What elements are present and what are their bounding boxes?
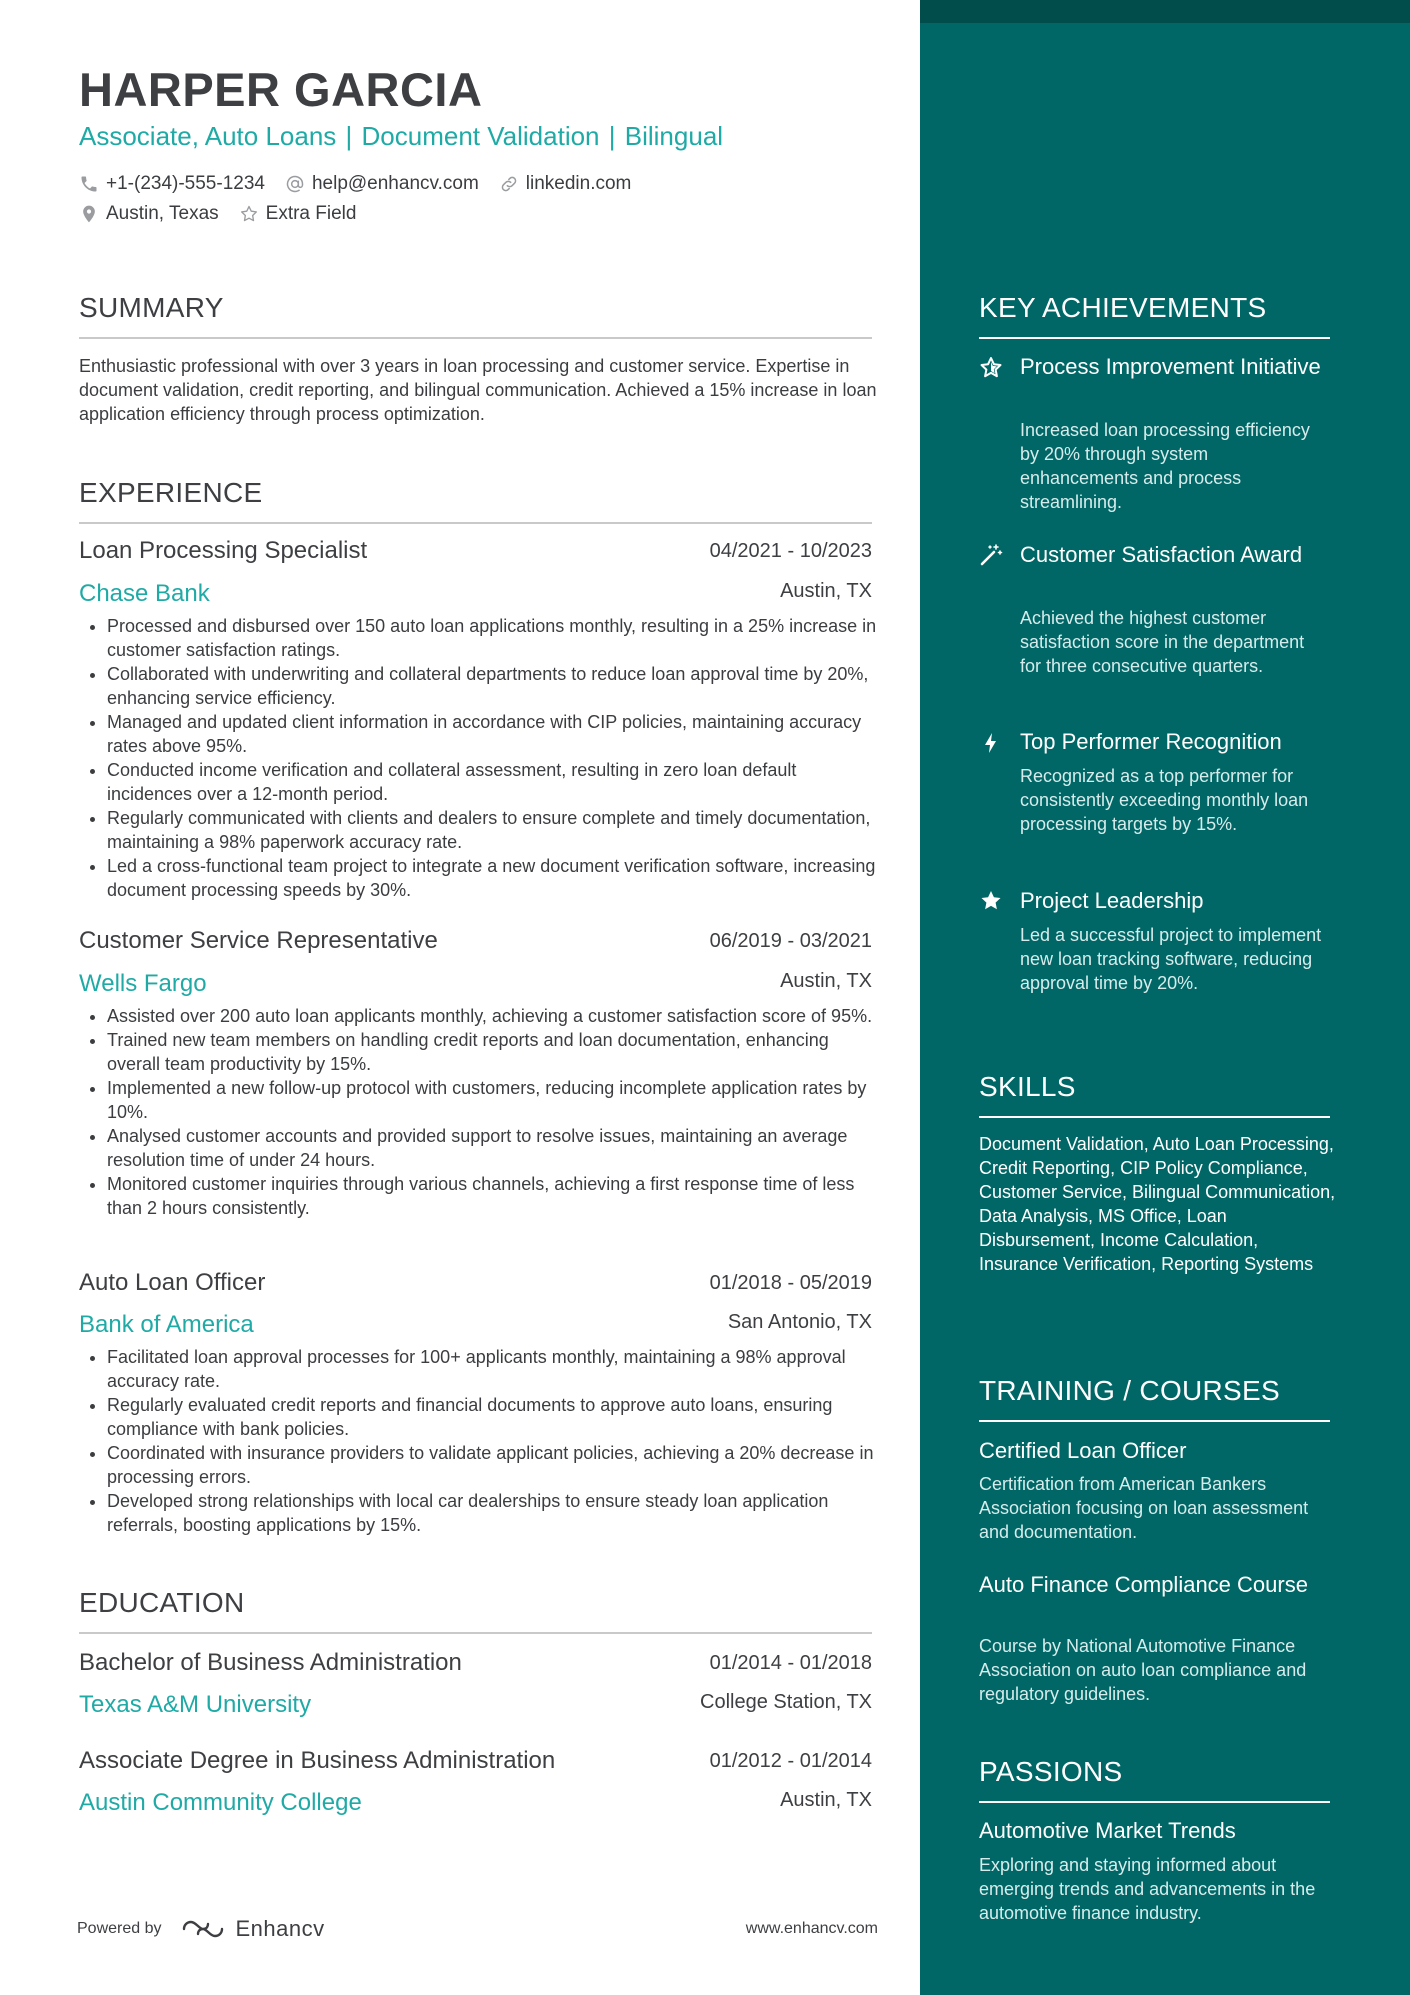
passion-item-title: Automotive Market Trends [979, 1818, 1236, 1843]
job-bullets [79, 1345, 879, 1537]
location-pin-icon [79, 204, 99, 224]
job-location: Austin, TX [780, 970, 872, 992]
list-item: • Trained new team members on handling credit reports and loan documentation, enhancing overall team productivity by 15%. [107, 1028, 879, 1076]
job-location: Austin, TX [780, 580, 872, 602]
phone-text: +1-(234)-555-1234 [106, 173, 265, 194]
degree-title: Bachelor of Business Administration [79, 1649, 462, 1676]
list-item: • Developed strong relationships with local car dealerships to ensure steady loan application referrals, boosting applications by 15%. [107, 1489, 879, 1537]
education-dates: 01/2012 - 01/2014 [709, 1750, 872, 1772]
training-item-title: Certified Loan Officer [979, 1438, 1187, 1463]
training-item-desc: Certification from American Bankers Association focusing on loan assessment and documentation. [979, 1474, 1309, 1542]
skills-title: SKILLS [979, 1071, 1076, 1102]
brand-name: Enhancv [235, 1916, 325, 1941]
link-icon [499, 174, 519, 194]
skills-text: Document Validation, Auto Loan Processing, Credit Reporting, CIP Policy Compliance, Customer Service, Bilingual Communication, Data Analysis, MS Office, Loan Disbursement, Income Calculation, Insurance Verification, Reporting Systems [979, 1134, 1336, 1274]
star-sparkle-icon [979, 356, 1003, 380]
job-dates: 04/2021 - 10/2023 [709, 540, 872, 562]
at-icon [285, 174, 305, 194]
summary-title: SUMMARY [79, 292, 224, 323]
list-item: • Facilitated loan approval processes for 100+ applicants monthly, maintaining a 98% approval accuracy rate. [107, 1345, 879, 1393]
education-title: EDUCATION [79, 1587, 245, 1618]
summary-text: Enthusiastic professional with over 3 years in loan processing and customer service. Expertise in document validation, credit reporting, and bilingual communication. Achieved a 15% increase in loan application efficiency through process optimization. [79, 356, 877, 424]
list-item: • Processed and disbursed over 150 auto loan applications monthly, resulting in a 25% increase in customer satisfaction ratings. [107, 614, 879, 662]
achievements-title: KEY ACHIEVEMENTS [979, 292, 1267, 323]
company-name: Bank of America [79, 1311, 254, 1338]
achievement-title: Process Improvement Initiative [1020, 354, 1321, 379]
achievement-desc: Increased loan processing efficiency by 20% through system enhancements and process streamlining. [1020, 420, 1310, 512]
list-item: • Implemented a new follow-up protocol with customers, reducing incomplete application rates by 10%. [107, 1076, 879, 1124]
phone-icon [79, 174, 99, 194]
list-item: • Regularly communicated with clients and dealers to ensure complete and timely documentation, maintaining a 98% paperwork accuracy rate. [107, 806, 879, 854]
training-item-desc: Course by National Automotive Finance Association on auto loan compliance and regulatory guidelines. [979, 1636, 1307, 1704]
contact-row-2 [79, 203, 356, 225]
contact-location [79, 203, 219, 225]
job-title: Loan Processing Specialist [79, 537, 368, 564]
passion-item-desc: Exploring and staying informed about emerging trends and advancements in the automotive finance industry. [979, 1855, 1316, 1923]
training-title: TRAINING / COURSES [979, 1375, 1280, 1406]
location-text: Austin, Texas [106, 203, 219, 224]
contact-extra [239, 203, 357, 225]
company-name: Chase Bank [79, 580, 210, 607]
powered-by-label: Powered by [77, 1920, 162, 1937]
achievement-desc: Recognized as a top performer for consistently exceeding monthly loan processing targets by 15%. [1020, 766, 1309, 834]
school-name: Austin Community College [79, 1789, 362, 1816]
list-item: • Collaborated with underwriting and collateral departments to reduce loan approval time by 20%, enhancing service efficiency. [107, 662, 879, 710]
lightning-bolt-icon [979, 731, 1003, 755]
school-location: Austin, TX [780, 1789, 872, 1811]
list-item: • Coordinated with insurance providers to validate applicant policies, achieving a 20% decrease in processing errors. [107, 1441, 879, 1489]
linkedin-text: linkedin.com [525, 173, 632, 194]
education-divider [79, 1632, 872, 1634]
headline-skill: Document Validation [361, 121, 600, 151]
training-item-title: Auto Finance Compliance Course [979, 1572, 1308, 1597]
job-bullets [79, 1004, 879, 1220]
list-item: • Assisted over 200 auto loan applicants monthly, achieving a customer satisfaction score of 95%. [107, 1004, 879, 1028]
footer-branding [77, 1916, 325, 1942]
achievement-title: Project Leadership [1020, 888, 1204, 913]
list-item: • Regularly evaluated credit reports and financial documents to approve auto loans, ensuring compliance with bank policies. [107, 1393, 879, 1441]
list-item: • Conducted income verification and collateral assessment, resulting in zero loan default incidences over a 12-month period. [107, 758, 879, 806]
skills-divider [979, 1116, 1330, 1118]
footer-url[interactable]: www.enhancv.com [745, 1920, 878, 1937]
contact-linkedin[interactable] [499, 173, 632, 195]
passions-title: PASSIONS [979, 1756, 1123, 1787]
degree-title: Associate Degree in Business Administration [79, 1747, 556, 1774]
school-name: Texas A&M University [79, 1691, 312, 1718]
passions-divider [979, 1801, 1330, 1803]
job-bullets [79, 614, 879, 902]
achievement-title: Customer Satisfaction Award [1020, 542, 1303, 567]
experience-divider [79, 522, 872, 524]
list-item: • Monitored customer inquiries through various channels, achieving a first response time of less than 2 hours consistently. [107, 1172, 879, 1220]
magic-wand-icon [979, 543, 1003, 567]
school-location: College Station, TX [700, 1691, 872, 1713]
education-dates: 01/2014 - 01/2018 [709, 1652, 872, 1674]
achievement-title: Top Performer Recognition [1020, 729, 1282, 754]
contact-phone[interactable] [79, 173, 265, 195]
job-title: Auto Loan Officer [79, 1269, 266, 1296]
experience-title: EXPERIENCE [79, 477, 263, 508]
headline-separator: | [345, 121, 353, 151]
list-item: • Analysed customer accounts and provided support to resolve issues, maintaining an average resolution time of under 24 hours. [107, 1124, 879, 1172]
job-location: San Antonio, TX [727, 1311, 872, 1333]
achievements-divider [979, 337, 1330, 339]
headline-language: Bilingual [624, 121, 724, 151]
candidate-name: HARPER GARCIA [79, 63, 483, 116]
headline [79, 121, 723, 152]
headline-separator: | [608, 121, 616, 151]
headline-role: Associate, Auto Loans [79, 121, 337, 151]
sidebar-top-band [920, 0, 1410, 23]
job-title: Customer Service Representative [79, 927, 438, 954]
list-item: • Managed and updated client information in accordance with CIP policies, maintaining accuracy rates above 95%. [107, 710, 879, 758]
summary-divider [79, 337, 872, 339]
job-dates: 01/2018 - 05/2019 [709, 1272, 872, 1294]
job-dates: 06/2019 - 03/2021 [709, 930, 872, 952]
contact-row [79, 173, 631, 195]
contact-email[interactable] [285, 173, 479, 195]
achievement-desc: Led a successful project to implement new loan tracking software, reducing approval time by 20%. [1020, 925, 1322, 993]
email-text: help@enhancv.com [311, 173, 479, 194]
sidebar-column [920, 0, 1410, 1995]
training-divider [979, 1420, 1330, 1422]
achievement-desc: Achieved the highest customer satisfaction score in the department for three consecutive quarters. [1020, 608, 1305, 676]
list-item: • Led a cross-functional team project to integrate a new document verification software, increasing document processing speeds by 30%. [107, 854, 879, 902]
enhancv-brand[interactable] [180, 1916, 325, 1942]
company-name: Wells Fargo [79, 970, 207, 997]
star-outline-icon [239, 204, 259, 224]
extra-field-text: Extra Field [265, 203, 357, 224]
enhancv-logo-icon [180, 1917, 226, 1941]
star-icon [979, 889, 1003, 913]
